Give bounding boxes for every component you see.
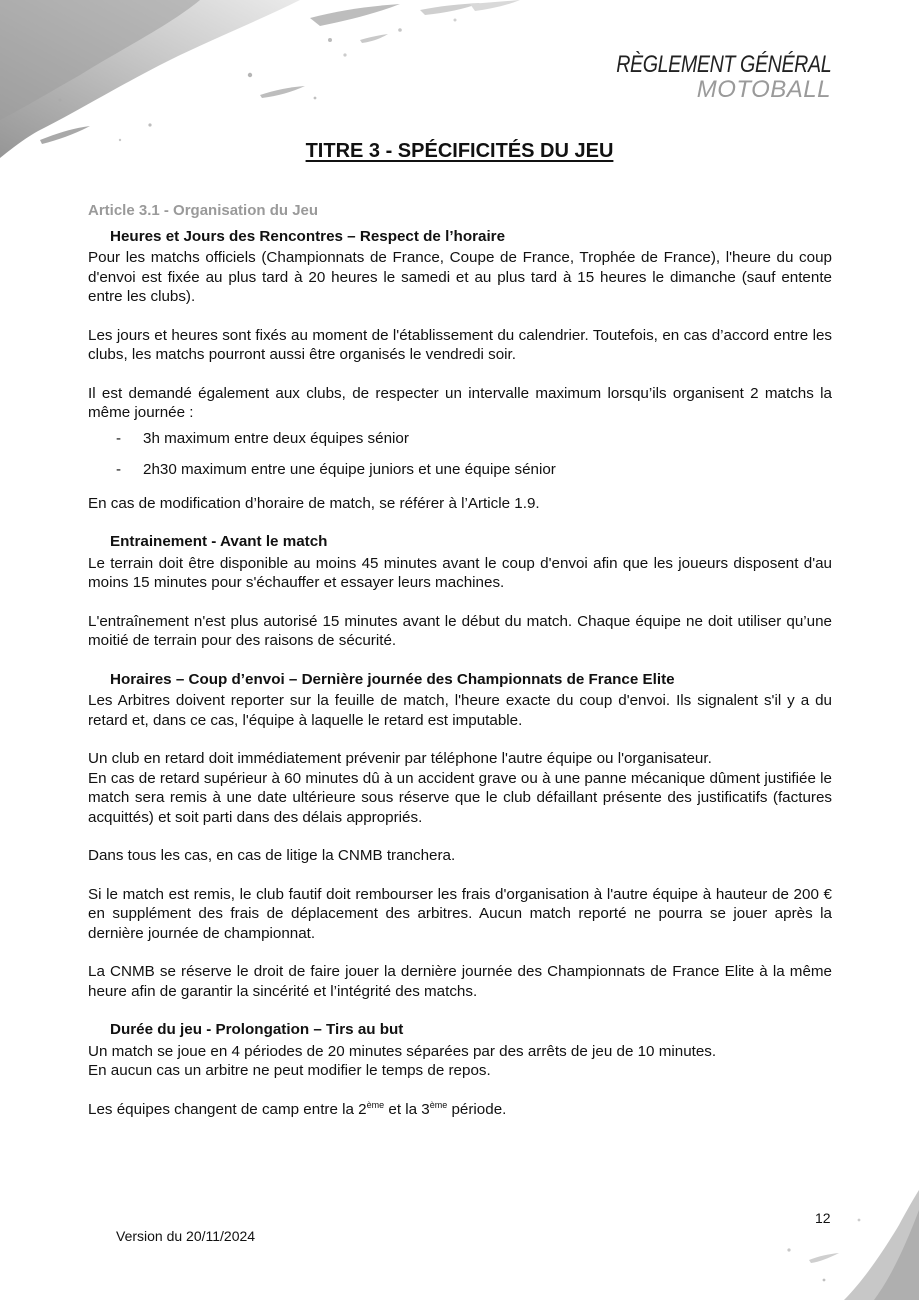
list-item: - 2h30 maximum entre une équipe juniors et une équipe sénior [88, 460, 832, 480]
paragraph: Les jours et heures sont fixés au moment de l'établissement du calendrier. Toutefois, en cas d’accord entre les clubs, les matchs pourront aussi être organisés le vendredi soir. [88, 326, 832, 363]
brand-title: RÈGLEMENT GÉNÉRAL [615, 51, 831, 78]
paragraph: L'entraînement n'est plus autorisé 15 minutes avant le début du match. Chaque équipe ne doit utiliser qu’une moitié de terrain pour des raisons de sécurité. [88, 612, 832, 649]
bullet-list [88, 429, 832, 480]
paragraph: Il est demandé également aux clubs, de respecter un intervalle maximum lorsqu’ils organisent 2 matchs la même journée : [88, 384, 832, 421]
text-run: Les équipes changent de camp entre la 2 [88, 1100, 367, 1118]
paragraph: En cas de retard supérieur à 60 minutes dû à un accident grave ou à une panne mécanique dûment justifiée le match sera remis à une date ultérieure sous réserve que le club défaillant présente des justificatifs (factures acquittés) et soit parti dans des délais appropriés. [88, 769, 832, 826]
text-run: période. [447, 1100, 507, 1118]
list-item: - 3h maximum entre deux équipes sénior [88, 429, 832, 449]
paragraph: En aucun cas un arbitre ne peut modifier le temps de repos. [88, 1062, 491, 1079]
document-body [88, 201, 832, 1138]
brand-header [569, 52, 831, 102]
footer-version: Version du 20/11/2024 [116, 1228, 256, 1244]
paragraph: Pour les matchs officiels (Championnats de France, Coupe de France, Trophée de France), l'heure du coup d'envoi est fixée au plus tard à 20 heures le samedi et au plus tard à 15 heures le dimanche (sauf entente entre les clubs). [88, 249, 832, 305]
section-heading: Durée du jeu - Prolongation – Tirs au but [110, 1021, 404, 1038]
paragraph [88, 1100, 832, 1120]
paragraph: En cas de modification d’horaire de match, se référer à l’Article 1.9. [88, 494, 540, 512]
section-heading: Horaires – Coup d’envoi – Dernière journée des Championnats de France Elite [110, 670, 675, 688]
brand-subtitle: MOTOBALL [696, 76, 831, 103]
paragraph: Si le match est remis, le club fautif doit rembourser les frais d'organisation à l'autre équipe à hauteur de 200 € en supplément des frais de déplacement des arbitres. Aucun match reporté ne pourra se jouer après la dernière journée de championnat. [88, 885, 832, 942]
paragraph: Dans tous les cas, en cas de litige la CNMB tranchera. [88, 847, 456, 864]
section-heading: Entrainement - Avant le match [110, 533, 328, 550]
section-heading: Heures et Jours des Rencontres – Respect de l’horaire [110, 227, 506, 245]
brush-stroke-decoration-corner [749, 1190, 919, 1300]
paragraph: Un club en retard doit immédiatement prévenir par téléphone l'autre équipe ou l'organisateur. [88, 750, 712, 767]
article-heading: Article 3.1 - Organisation du Jeu [88, 202, 319, 219]
paragraph: Les Arbitres doivent reporter sur la feuille de match, l'heure exacte du coup d'envoi. Ils signalent s'il y a du retard et, dans ce cas, l'équipe à laquelle le retard est imputable. [88, 692, 832, 729]
paragraph: La CNMB se réserve le droit de faire jouer la dernière journée des Championnats de France Elite à la même heure afin de garantir la sincérité et l’intégrité des matchs. [88, 963, 832, 1000]
paragraph: Un match se joue en 4 périodes de 20 minutes séparées par des arrêts de jeu de 10 minutes. [88, 1042, 717, 1060]
paragraph: Le terrain doit être disponible au moins 45 minutes avant le coup d'envoi afin que les joueurs disposent d'au moins 15 minutes pour s'échauffer et essayer leurs machines. [88, 554, 832, 591]
page-title: TITRE 3 - SPÉCIFICITÉS DU JEU [305, 140, 614, 162]
superscript: ème [429, 1099, 448, 1110]
text-run: et la 3 [384, 1100, 430, 1118]
superscript: ème [366, 1099, 385, 1110]
page-number: 12 [815, 1210, 831, 1226]
